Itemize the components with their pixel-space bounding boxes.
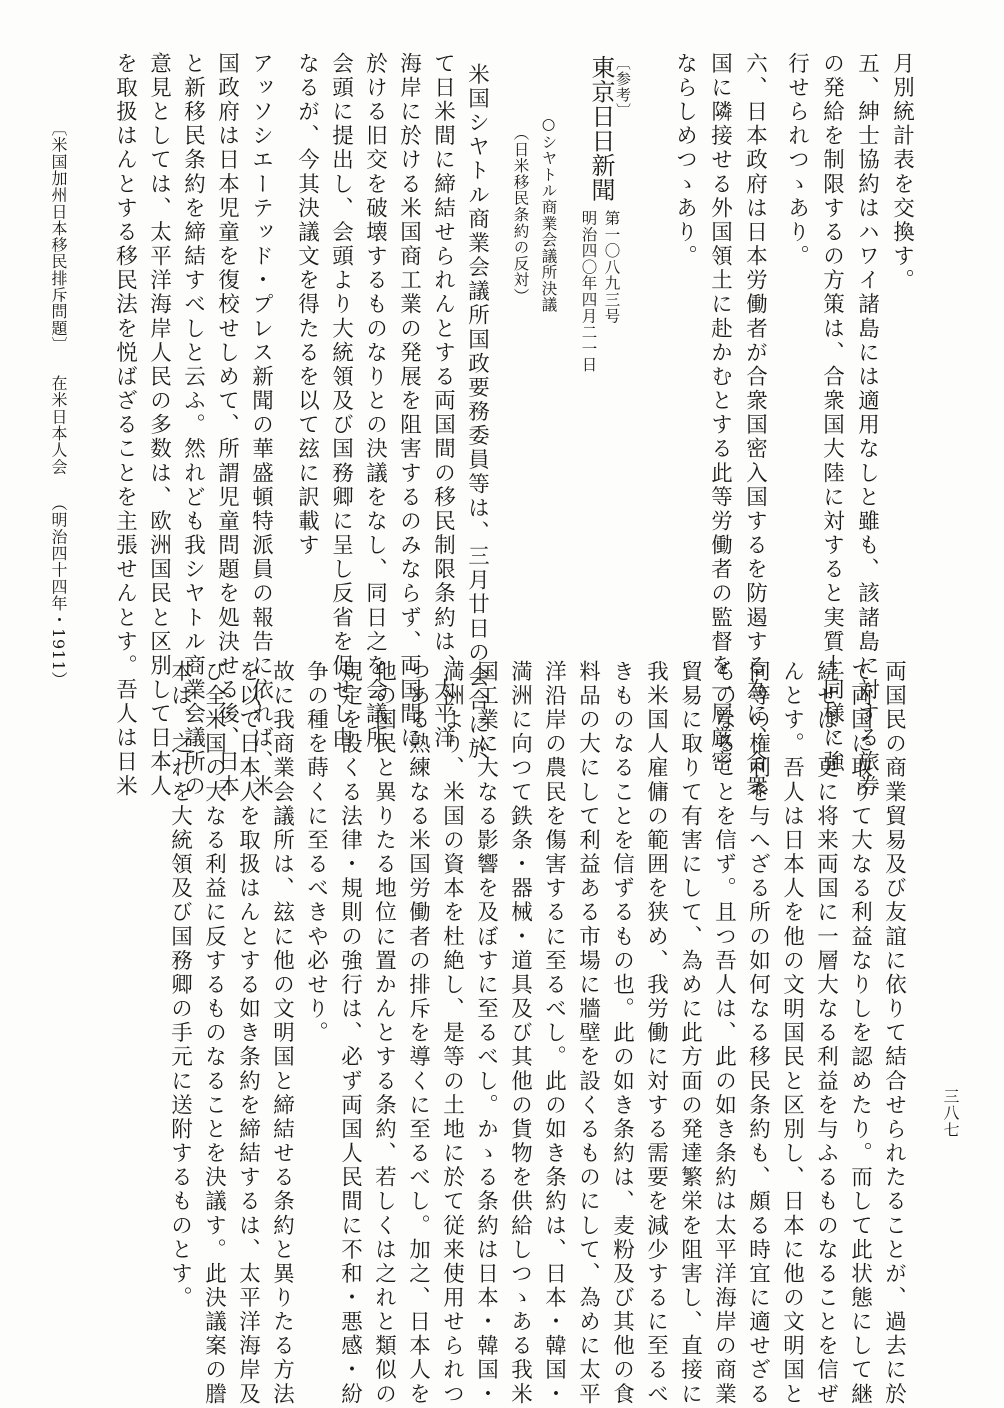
text-line: 米国シヤトル商業会議所国政要務委員等は、三月廿日の会合に於 <box>464 63 490 762</box>
issue-number: 第一〇八九三号 <box>602 210 621 324</box>
page-number: 三八七 <box>941 1088 960 1138</box>
text-line: つある熟練なる米国労働者の排斥を導くに至るべし。加之、日本人を <box>405 660 431 1407</box>
text-line: 海岸に於ける米国商工業の発展を阻害するのみならず、両国間に <box>396 52 422 751</box>
text-line: 満洲に向つて鉄条・器械・道具及び其他の貨物を供給しつゝある我米 <box>507 660 533 1407</box>
text-line: 他の国民と異りたる地位に置かんとする条約、若しくは之れと類似の <box>371 660 397 1407</box>
text-line: なるが、今其決議文を得たるを以て玆に訳載す <box>294 52 320 558</box>
text-line: 我米国人雇傭の範囲を狭め、我労働に対する需要を減少するに至るべ <box>643 660 669 1407</box>
text-line: 六、日本政府は日本労働者が合衆国密入国するを防遏する為に、合衆 <box>742 52 768 799</box>
running-head-year: （明治四十四年・1911） <box>49 495 68 689</box>
text-line: 本は、之れを大統領及び国務卿の手元に送附するものとす。 <box>167 660 193 1311</box>
text-line: 国工業に大なる影響を及ぼすに至るべし。かゝる条約は日本・韓国・ <box>473 660 499 1407</box>
text-line: 行せられつゝあり。 <box>784 52 810 269</box>
text-line: アッソシエーテッド・プレス新聞の華盛頓特派員の報告に依れば、米 <box>248 52 274 799</box>
text-line: 争の種を蒔くに至るべきや必せり。 <box>303 660 329 1046</box>
text-line: 両国民の商業貿易及び友誼に依りて結合せられたることが、過去に於 <box>881 660 907 1407</box>
resolution-subtitle: （日米移民条約の反対） <box>511 125 530 305</box>
issue-date: 明治四〇年四月二一日 <box>579 210 598 373</box>
text-line: を取扱はんとする移民法を悦ばざることを主張せんとす。吾人は日米 <box>112 52 138 799</box>
text-line: 故に我商業会議所は、玆に他の文明国と締結せる条約と異りたる方法 <box>269 660 295 1407</box>
text-line: び全米国の大なる利益に反するものなることを決議す。此決議案の謄 <box>201 660 227 1407</box>
text-line: 洋沿岸の農民を傷害するに至るべし。此の如き条約は、日本・韓国・ <box>541 660 567 1407</box>
text-line: 於ける旧交を破壊するものなりとの決議をなし、同日之を会議所 <box>362 52 388 751</box>
text-line: 会頭に提出し、会頭より大統領及び国務卿に呈し反省を促せし由 <box>328 52 354 751</box>
text-line: て両国に取りて大なる利益なりしを認めたり。而して此状態にして継 <box>847 660 873 1407</box>
text-line: 満洲より、米国の資本を杜絶し、是等の土地に於て従来使用せられつ <box>439 660 465 1407</box>
reference-label: 〔参考〕 <box>614 55 632 119</box>
newspaper-title: 東京日日新聞 <box>587 55 615 202</box>
text-line: 国政府は日本児童を復校せしめて、所謂児童問題を処決せる後、日本 <box>214 52 240 799</box>
resolution-heading: ○シヤトル商業会議所決議 <box>539 115 558 313</box>
text-line: 同等の権利を与へざる所の如何なる移民条約も、頗る時宜に適せざる <box>745 660 771 1407</box>
text-line: ものなることを信ず。且つ吾人は、此の如き条約は太平洋海岸の商業 <box>711 660 737 1407</box>
text-line: 月別統計表を交換す。 <box>889 52 915 293</box>
text-line: 料品の大にして利益ある市場に牆壁を設くるものにして、為めに太平 <box>575 660 601 1407</box>
text-line: を以て日本人を取扱はんとする如き条約を締結するは、太平洋海岸及 <box>235 660 261 1407</box>
text-line: と新移民条約を締結すべしと云ふ。然れども我シヤトル商業会議所の <box>180 52 206 799</box>
text-line: 貿易に取りて有害にして、為めに此方面の発達繁栄を阻害し、直接に <box>677 660 703 1407</box>
running-head-title: 〔米国加州日本移民排斥問題〕 <box>49 120 68 353</box>
text-line: ならしめつゝあり。 <box>672 52 698 269</box>
text-line: 五、紳士協約はハワイ諸島には適用なしと雖も、該諸島に対する旅券 <box>854 52 880 799</box>
text-line: 国に隣接せる外国領土に赴かむとする此等労働者の監督を一層厳密 <box>707 52 733 775</box>
text-line: 規定を設くる法律・規則の強行は、必ず両国人民間に不和・悪感・紛 <box>337 660 363 1407</box>
text-line: 続せば、更に将来両国に一層大なる利益を与ふるものなることを信ぜ <box>813 660 839 1407</box>
text-line: の発給を制限するの方策は、合衆国大陸に対すると実質上同様に強 <box>819 52 845 775</box>
running-head-publisher: 在米日本人会 <box>49 375 68 475</box>
text-line: 意見としては、太平洋海岸人民の多数は、欧洲国民と区別して日本人 <box>146 52 172 799</box>
text-line: きものなることを信ずるもの也。此の如き条約は、麦粉及び其他の食 <box>609 660 635 1407</box>
text-line: んとす。吾人は日本人を他の文明国民と区別し、日本に他の文明国と <box>779 660 805 1407</box>
text-line: て日米間に締結せられんとする両国間の移民制限条約は、太平洋 <box>430 52 456 751</box>
